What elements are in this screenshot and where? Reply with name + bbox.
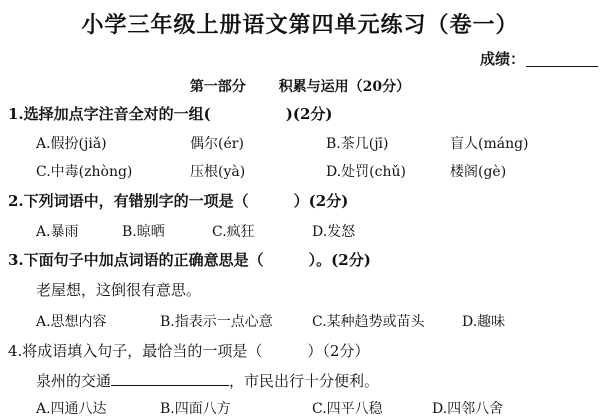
- q3-option-d: D.趣味: [462, 314, 506, 330]
- q4-option-d: D.四邻八舍: [432, 401, 504, 417]
- q1-option-c1: C.中毒(zhòng): [36, 164, 133, 180]
- question-2: 2.下列词语中，有错别字的一项是（ ）(2分): [8, 192, 349, 210]
- q3-sentence: 老屋想，这倒很有意思。: [36, 281, 202, 299]
- q4-option-c: C.四平八稳: [312, 401, 383, 417]
- q2-option-c: C.疯狂: [212, 224, 255, 240]
- q1-option-d2: 楼阁(gè): [450, 164, 507, 180]
- q1-option-d1: D.处罚(chǔ): [326, 164, 406, 180]
- question-3: 3.下面句子中加点词语的正确意思是（ ）。(2分): [8, 251, 371, 269]
- q4-option-a: A.四通八达: [36, 401, 107, 417]
- q4-answer-blank[interactable]: [111, 371, 229, 386]
- question-4: 4.将成语填入句子，最恰当的一项是（ ）（2分）: [8, 342, 370, 360]
- q1-option-a2: 偶尔(ér): [190, 136, 244, 152]
- section-heading: [0, 76, 600, 96]
- q2-option-b: B.晾晒: [122, 224, 165, 240]
- q2-option-a: A.暴雨: [36, 224, 79, 240]
- q4-option-b: B.四面八方: [160, 401, 231, 417]
- q3-option-b: B.指表示一点心意: [160, 314, 273, 330]
- section-part: 第一部分: [189, 79, 246, 95]
- q1-option-c2: 压根(yà): [190, 164, 246, 180]
- q2-option-d: D.发怒: [312, 224, 356, 240]
- section-name: 积累与运用（20分）: [278, 79, 411, 95]
- q4-sentence: [36, 370, 379, 391]
- question-1: 1.选择加点字注音全对的一组( )(2分): [8, 105, 333, 123]
- q4-sentence-after: ，市民出行十分便利。: [229, 372, 380, 390]
- score-label: 成绩：: [480, 50, 526, 68]
- q1-option-b1: B.茶几(jī): [326, 136, 389, 152]
- page-title: 小学三年级上册语文第四单元练习（卷一）: [81, 12, 519, 38]
- q3-option-a: A.思想内容: [36, 314, 107, 330]
- score-blank-line: [526, 66, 598, 67]
- q1-option-b2: 盲人(máng): [450, 136, 529, 152]
- q1-option-a1: A.假扮(jiǎ): [36, 136, 107, 152]
- q4-sentence-before: 泉州的交通: [36, 372, 112, 390]
- q3-option-c: C.某种趋势或苗头: [312, 314, 425, 330]
